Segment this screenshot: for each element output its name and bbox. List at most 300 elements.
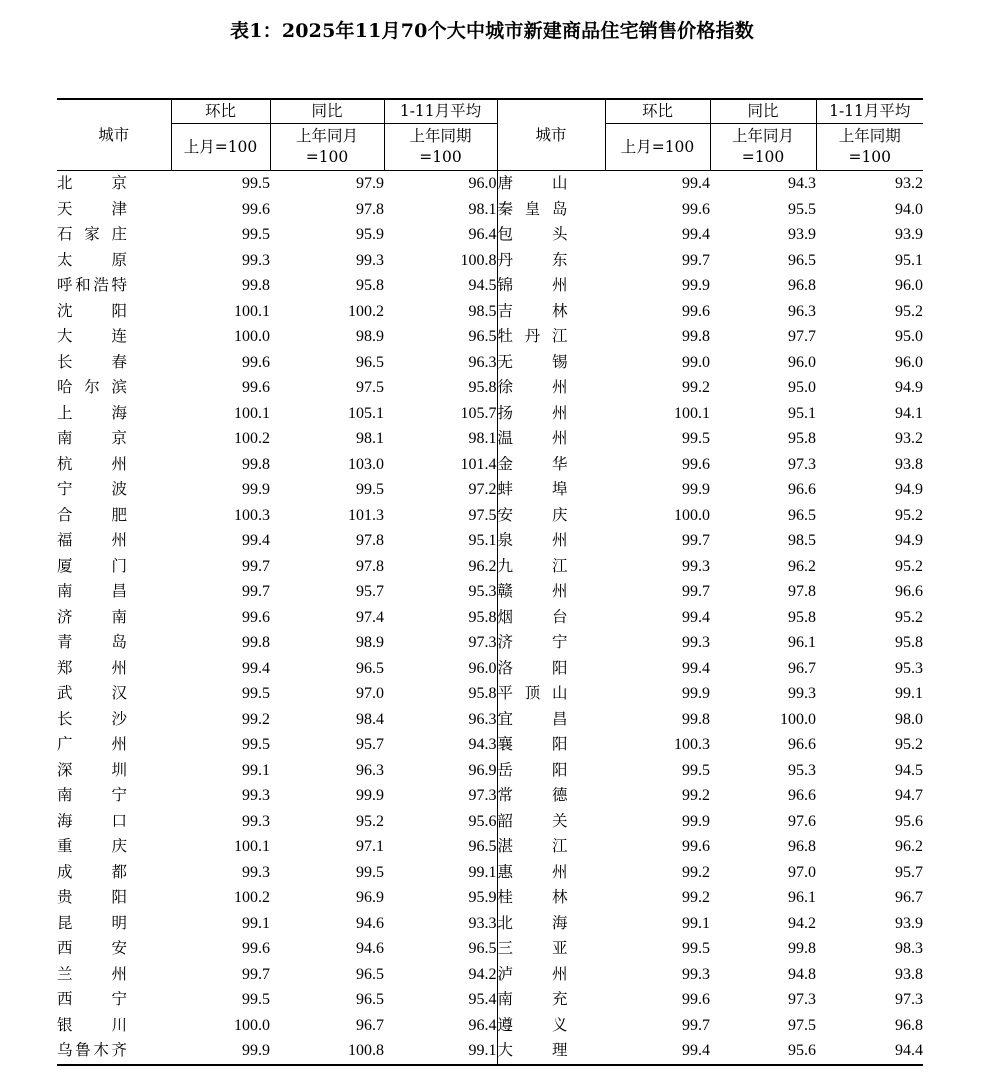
right-city-cell <box>497 962 605 988</box>
left-avg-value: 96.0 <box>468 175 497 192</box>
left-avg-value: 93.3 <box>468 914 497 932</box>
right-mom-value: 99.8 <box>682 710 710 728</box>
right-mom-value: 99.6 <box>682 838 710 855</box>
left-yoy-value: 99.9 <box>356 787 384 804</box>
left-city-cell <box>57 273 171 299</box>
city-name: 福 州 <box>57 531 127 549</box>
left-mom-value: 99.5 <box>242 175 270 192</box>
left-avg-value: 96.5 <box>468 328 497 345</box>
right-mom-value: 99.7 <box>682 532 710 549</box>
right-yoy-value: 99.8 <box>788 940 816 957</box>
left-mom-value: 99.8 <box>242 455 270 473</box>
city-name: 包 头 <box>497 225 568 243</box>
left-avg-value: 95.4 <box>468 991 497 1008</box>
right-yoy-value: 95.3 <box>788 761 816 779</box>
left-avg-value: 94.5 <box>468 277 497 294</box>
table-row <box>57 554 923 580</box>
city-name: 上 海 <box>57 403 127 422</box>
left-yoy-value: 95.7 <box>356 736 384 753</box>
left-yoy-value: 94.6 <box>356 914 384 932</box>
left-yoy-value: 96.5 <box>356 353 384 371</box>
right-city-cell <box>497 707 605 733</box>
right-mom-value: 99.6 <box>682 455 710 473</box>
right-avg-value: 95.1 <box>895 251 923 269</box>
right-yoy-value: 95.8 <box>788 430 816 447</box>
left-mom-value: 99.4 <box>242 659 270 677</box>
city-name: 乌 鲁 木 齐 <box>57 1041 127 1059</box>
city-name: 宁 波 <box>57 480 127 498</box>
right-mom-value: 99.4 <box>605 1038 710 1065</box>
right-city-cell <box>497 1038 605 1065</box>
table-row <box>57 758 923 784</box>
city-name: 北 海 <box>497 913 568 932</box>
left-yoy-value: 99.3 <box>356 251 384 269</box>
left-yoy-value: 96.7 <box>356 1016 384 1034</box>
right-city-cell <box>497 809 605 835</box>
left-city-cell <box>57 299 171 325</box>
city-name: 兰 州 <box>57 964 127 983</box>
header-avg-left: 1-11月平均 <box>384 99 497 124</box>
table-row <box>57 885 923 911</box>
right-city-cell <box>497 426 605 452</box>
table-row <box>57 350 923 376</box>
right-avg-value: 95.2 <box>895 736 923 753</box>
city-name: 呼 和 浩 特 <box>57 276 127 294</box>
left-city-cell <box>57 401 171 427</box>
left-avg-value: 97.2 <box>468 481 497 498</box>
right-mom-value: 99.8 <box>682 328 710 345</box>
right-city-cell <box>497 554 605 580</box>
table-row <box>57 503 923 529</box>
right-avg-value: 96.7 <box>895 889 923 906</box>
right-yoy-value: 97.3 <box>788 991 816 1008</box>
right-mom-value: 99.7 <box>682 251 710 269</box>
right-avg-value: 99.1 <box>895 685 923 702</box>
right-avg-value: 93.2 <box>895 175 923 192</box>
table-row <box>57 477 923 503</box>
right-city-cell <box>497 732 605 758</box>
left-avg-value: 96.9 <box>468 761 497 779</box>
left-city-cell <box>57 630 171 656</box>
left-avg-value: 96.4 <box>468 1016 497 1034</box>
right-mom-value: 99.3 <box>682 965 710 983</box>
left-yoy-value: 105.1 <box>348 404 384 422</box>
left-avg-value: 96.2 <box>468 557 497 575</box>
left-yoy-value: 99.5 <box>356 863 384 881</box>
right-city-cell <box>497 681 605 707</box>
left-mom-value: 99.5 <box>242 991 270 1008</box>
city-name: 徐 州 <box>497 378 568 396</box>
right-city-cell <box>497 273 605 299</box>
city-name: 岳 阳 <box>497 760 568 779</box>
left-mom-value: 99.6 <box>242 608 270 626</box>
header-yoy-base-right: 上年同月=100 <box>710 124 816 171</box>
left-avg-value: 97.5 <box>468 506 497 524</box>
right-yoy-value: 96.3 <box>788 302 816 320</box>
right-yoy-value: 95.5 <box>788 200 816 218</box>
right-avg-value: 94.9 <box>895 379 923 396</box>
right-yoy-value: 96.8 <box>788 277 816 294</box>
city-name: 长 春 <box>57 352 127 371</box>
right-city-cell <box>497 783 605 809</box>
right-yoy-value: 95.0 <box>788 379 816 396</box>
left-city-cell <box>57 375 171 401</box>
left-mom-value: 100.2 <box>234 889 270 906</box>
left-mom-value: 99.9 <box>242 481 270 498</box>
right-yoy-value: 97.8 <box>788 583 816 600</box>
right-yoy-value: 97.0 <box>788 863 816 881</box>
right-city-cell <box>497 834 605 860</box>
left-avg-value: 95.3 <box>468 583 497 600</box>
table-row <box>57 452 923 478</box>
left-city-cell <box>57 426 171 452</box>
right-yoy-value: 95.1 <box>788 404 816 422</box>
city-name: 深 圳 <box>57 760 127 779</box>
left-yoy-value: 95.9 <box>356 226 384 243</box>
right-mom-value: 100.3 <box>674 736 710 753</box>
table-row <box>57 426 923 452</box>
city-name: 韶 关 <box>497 811 568 830</box>
left-mom-value: 99.6 <box>242 379 270 396</box>
left-yoy-value: 97.4 <box>356 608 384 626</box>
header-mom-base-left: 上月=100 <box>171 124 270 171</box>
table-row <box>57 809 923 835</box>
left-yoy-value: 96.5 <box>356 991 384 1008</box>
table-row <box>57 656 923 682</box>
table-row <box>57 222 923 248</box>
right-mom-value: 99.9 <box>682 277 710 294</box>
city-name: 青 岛 <box>57 633 127 651</box>
right-mom-value: 99.2 <box>682 889 710 906</box>
right-avg-value: 98.3 <box>895 940 923 957</box>
left-city-cell <box>57 860 171 886</box>
city-name: 厦 门 <box>57 556 127 575</box>
right-mom-value: 99.9 <box>682 812 710 830</box>
left-city-cell <box>57 452 171 478</box>
table-row <box>57 630 923 656</box>
city-name: 南 宁 <box>57 786 127 804</box>
header-yoy-right: 同比 <box>710 99 816 124</box>
left-yoy-value: 96.5 <box>356 659 384 677</box>
left-avg-value: 100.8 <box>460 251 497 269</box>
left-mom-value: 100.0 <box>234 1016 270 1034</box>
right-yoy-value: 100.0 <box>780 710 816 728</box>
left-mom-value: 99.9 <box>171 1038 270 1065</box>
right-mom-value: 99.6 <box>682 302 710 320</box>
left-avg-value: 96.0 <box>468 659 497 677</box>
right-city-cell <box>497 452 605 478</box>
right-city-cell <box>497 885 605 911</box>
right-avg-value: 94.4 <box>816 1038 923 1065</box>
left-city-cell <box>57 554 171 580</box>
left-avg-value: 96.4 <box>468 226 497 243</box>
right-city-cell <box>497 528 605 554</box>
right-mom-value: 99.4 <box>682 226 710 243</box>
header-yoy-base-left: 上年同月=100 <box>270 124 384 171</box>
left-yoy-value: 97.8 <box>356 532 384 549</box>
city-name: 天 津 <box>57 199 127 218</box>
table-row <box>57 375 923 401</box>
city-name: 石 家 庄 <box>57 225 127 243</box>
left-avg-value: 98.1 <box>468 200 497 218</box>
city-name: 吉 林 <box>497 301 568 320</box>
left-mom-value: 99.4 <box>242 532 270 549</box>
table-row <box>57 936 923 962</box>
right-mom-value: 99.3 <box>682 634 710 651</box>
right-city-cell <box>497 401 605 427</box>
city-name: 沈 阳 <box>57 301 127 320</box>
table-row <box>57 783 923 809</box>
right-mom-value: 99.2 <box>682 379 710 396</box>
left-yoy-value: 98.9 <box>356 634 384 651</box>
right-avg-value: 96.8 <box>895 1016 923 1034</box>
left-city-cell <box>57 324 171 350</box>
city-name: 贵 阳 <box>57 888 127 906</box>
left-avg-value: 95.8 <box>468 685 497 702</box>
right-avg-value: 96.0 <box>895 353 923 371</box>
table-row <box>57 324 923 350</box>
left-mom-value: 100.0 <box>234 328 270 345</box>
left-yoy-value: 99.5 <box>356 481 384 498</box>
right-mom-value: 99.2 <box>682 787 710 804</box>
right-avg-value: 95.6 <box>895 812 923 830</box>
left-avg-value: 96.5 <box>468 940 497 957</box>
left-avg-value: 98.5 <box>468 302 497 320</box>
left-city-cell <box>57 783 171 809</box>
right-city-cell <box>497 197 605 223</box>
right-avg-value: 94.7 <box>895 787 923 804</box>
left-mom-value: 99.3 <box>242 863 270 881</box>
city-name: 太 原 <box>57 250 127 269</box>
left-yoy-value: 100.8 <box>270 1038 384 1065</box>
right-city-cell <box>497 656 605 682</box>
right-avg-value: 94.5 <box>895 761 923 779</box>
city-name: 泉 州 <box>497 531 568 549</box>
city-name: 温 州 <box>497 429 568 447</box>
left-city-cell <box>57 681 171 707</box>
right-mom-value: 99.5 <box>682 940 710 957</box>
right-mom-value: 99.4 <box>682 175 710 192</box>
right-yoy-value: 96.2 <box>788 557 816 575</box>
right-city-cell <box>497 503 605 529</box>
right-yoy-value: 94.8 <box>788 965 816 983</box>
left-city-cell <box>57 911 171 937</box>
left-avg-value: 97.3 <box>468 634 497 651</box>
right-yoy-value: 97.3 <box>788 455 816 473</box>
city-name: 杭 州 <box>57 454 127 473</box>
right-mom-value: 99.6 <box>682 991 710 1008</box>
city-name: 常 德 <box>497 786 568 804</box>
right-mom-value: 99.0 <box>682 353 710 371</box>
table-row <box>57 401 923 427</box>
city-name: 湛 江 <box>497 837 568 855</box>
city-name: 丹 东 <box>497 250 568 269</box>
table-row <box>57 962 923 988</box>
city-name: 南 昌 <box>57 582 127 600</box>
city-name: 惠 州 <box>497 862 568 881</box>
table-row <box>57 732 923 758</box>
left-city-cell <box>57 707 171 733</box>
left-avg-value: 96.3 <box>468 710 497 728</box>
city-name: 广 州 <box>57 735 127 753</box>
table-row <box>57 299 923 325</box>
left-avg-value: 101.4 <box>460 455 497 473</box>
right-avg-value: 95.7 <box>895 863 923 881</box>
left-city-cell <box>57 987 171 1013</box>
table-row <box>57 681 923 707</box>
left-city-cell <box>57 962 171 988</box>
city-name: 重 庆 <box>57 837 127 855</box>
left-mom-value: 99.3 <box>242 251 270 269</box>
table-row <box>57 197 923 223</box>
left-city-cell <box>57 197 171 223</box>
right-city-cell <box>497 1013 605 1039</box>
header-yoy-left: 同比 <box>270 99 384 124</box>
left-avg-value: 95.8 <box>468 379 497 396</box>
city-name: 长 沙 <box>57 709 127 728</box>
right-mom-value: 99.3 <box>682 557 710 575</box>
city-name: 襄 阳 <box>497 735 568 753</box>
table-row <box>57 273 923 299</box>
left-city-cell <box>57 222 171 248</box>
right-avg-value: 94.9 <box>895 532 923 549</box>
header-avg-base-left: 上年同期=100 <box>384 124 497 171</box>
right-city-cell <box>497 222 605 248</box>
left-mom-value: 99.5 <box>242 736 270 753</box>
left-yoy-value: 97.1 <box>356 838 384 855</box>
left-avg-value: 94.2 <box>468 965 497 983</box>
header-mom-right: 环比 <box>605 99 710 124</box>
header-city-left: 城市 <box>57 99 171 171</box>
city-name: 九 江 <box>497 556 568 575</box>
city-name: 赣 州 <box>497 582 568 600</box>
right-yoy-value: 99.3 <box>788 685 816 702</box>
right-mom-value: 99.1 <box>682 914 710 932</box>
header-mom-left: 环比 <box>171 99 270 124</box>
right-mom-value: 99.9 <box>682 481 710 498</box>
table-row <box>57 528 923 554</box>
right-mom-value: 100.1 <box>674 404 710 422</box>
left-city-cell <box>57 579 171 605</box>
left-yoy-value: 96.5 <box>356 965 384 983</box>
left-mom-value: 99.7 <box>242 557 270 575</box>
table-row <box>57 1013 923 1039</box>
right-city-cell <box>497 477 605 503</box>
table-row <box>57 171 923 197</box>
right-mom-value: 100.0 <box>674 506 710 524</box>
left-city-cell <box>57 656 171 682</box>
city-name: 哈 尔 滨 <box>57 378 127 396</box>
right-city-cell <box>497 171 605 197</box>
left-mom-value: 99.3 <box>242 787 270 804</box>
city-name: 武 汉 <box>57 684 127 702</box>
right-mom-value: 99.5 <box>682 761 710 779</box>
left-mom-value: 99.1 <box>242 914 270 932</box>
right-yoy-value: 97.5 <box>788 1016 816 1034</box>
right-yoy-value: 96.8 <box>788 838 816 855</box>
right-city-cell <box>497 299 605 325</box>
left-yoy-value: 103.0 <box>348 455 384 473</box>
right-yoy-value: 96.5 <box>788 251 816 269</box>
city-name: 南 京 <box>57 429 127 447</box>
right-yoy-value: 96.5 <box>788 506 816 524</box>
right-mom-value: 99.7 <box>682 1016 710 1034</box>
right-city-cell <box>497 758 605 784</box>
right-mom-value: 99.6 <box>682 200 710 218</box>
header-avg-base-right: 上年同期=100 <box>816 124 923 171</box>
left-avg-value: 95.6 <box>468 812 497 830</box>
city-name: 北 京 <box>57 174 127 192</box>
right-yoy-value: 96.6 <box>788 481 816 498</box>
city-name: 银 川 <box>57 1015 127 1034</box>
right-yoy-value: 96.7 <box>788 659 816 677</box>
left-mom-value: 100.1 <box>234 838 270 855</box>
city-name: 金 华 <box>497 454 568 473</box>
right-avg-value: 93.2 <box>895 430 923 447</box>
right-city-cell <box>497 860 605 886</box>
right-avg-value: 93.9 <box>895 226 923 243</box>
left-city-cell <box>57 732 171 758</box>
right-avg-value: 96.6 <box>895 583 923 600</box>
right-avg-value: 95.3 <box>895 659 923 677</box>
left-avg-value: 96.3 <box>468 353 497 371</box>
left-yoy-value: 98.9 <box>356 328 384 345</box>
right-city-cell <box>497 324 605 350</box>
left-city-cell <box>57 885 171 911</box>
city-name: 济 宁 <box>497 633 568 651</box>
right-avg-value: 94.1 <box>895 404 923 422</box>
left-mom-value: 99.8 <box>242 634 270 651</box>
header-avg-right: 1-11月平均 <box>816 99 923 124</box>
right-yoy-value: 97.6 <box>788 812 816 830</box>
left-yoy-value: 100.2 <box>348 302 384 320</box>
left-city-cell <box>57 809 171 835</box>
city-name: 安 庆 <box>497 505 568 524</box>
right-avg-value: 95.2 <box>895 557 923 575</box>
right-yoy-value: 96.1 <box>788 889 816 906</box>
left-yoy-value: 95.2 <box>356 812 384 830</box>
city-name: 宜 昌 <box>497 709 568 728</box>
right-avg-value: 93.8 <box>895 965 923 983</box>
right-avg-value: 95.2 <box>895 506 923 524</box>
city-name: 大 理 <box>497 1041 568 1059</box>
right-avg-value: 95.0 <box>895 328 923 345</box>
city-name: 洛 阳 <box>497 658 568 677</box>
right-yoy-value: 96.0 <box>788 353 816 371</box>
table-body <box>57 171 923 1065</box>
left-avg-value: 94.3 <box>468 736 497 753</box>
left-mom-value: 99.5 <box>242 685 270 702</box>
right-city-cell <box>497 987 605 1013</box>
right-mom-value: 99.5 <box>682 430 710 447</box>
page-title: 表1：2025年11月70个大中城市新建商品住宅销售价格指数 <box>230 20 754 42</box>
right-avg-value: 95.2 <box>895 302 923 320</box>
right-yoy-value: 96.1 <box>788 634 816 651</box>
left-avg-value: 105.7 <box>460 404 497 422</box>
city-name: 合 肥 <box>57 505 127 524</box>
left-mom-value: 99.3 <box>242 812 270 830</box>
right-mom-value: 99.4 <box>682 608 710 626</box>
left-yoy-value: 97.0 <box>356 685 384 702</box>
left-mom-value: 99.8 <box>242 277 270 294</box>
left-mom-value: 99.7 <box>242 583 270 600</box>
city-name: 三 亚 <box>497 939 568 957</box>
right-avg-value: 95.2 <box>895 608 923 626</box>
price-index-table <box>57 98 923 1066</box>
table-row <box>57 987 923 1013</box>
left-yoy-value: 94.6 <box>356 940 384 957</box>
city-name: 西 宁 <box>57 990 127 1008</box>
